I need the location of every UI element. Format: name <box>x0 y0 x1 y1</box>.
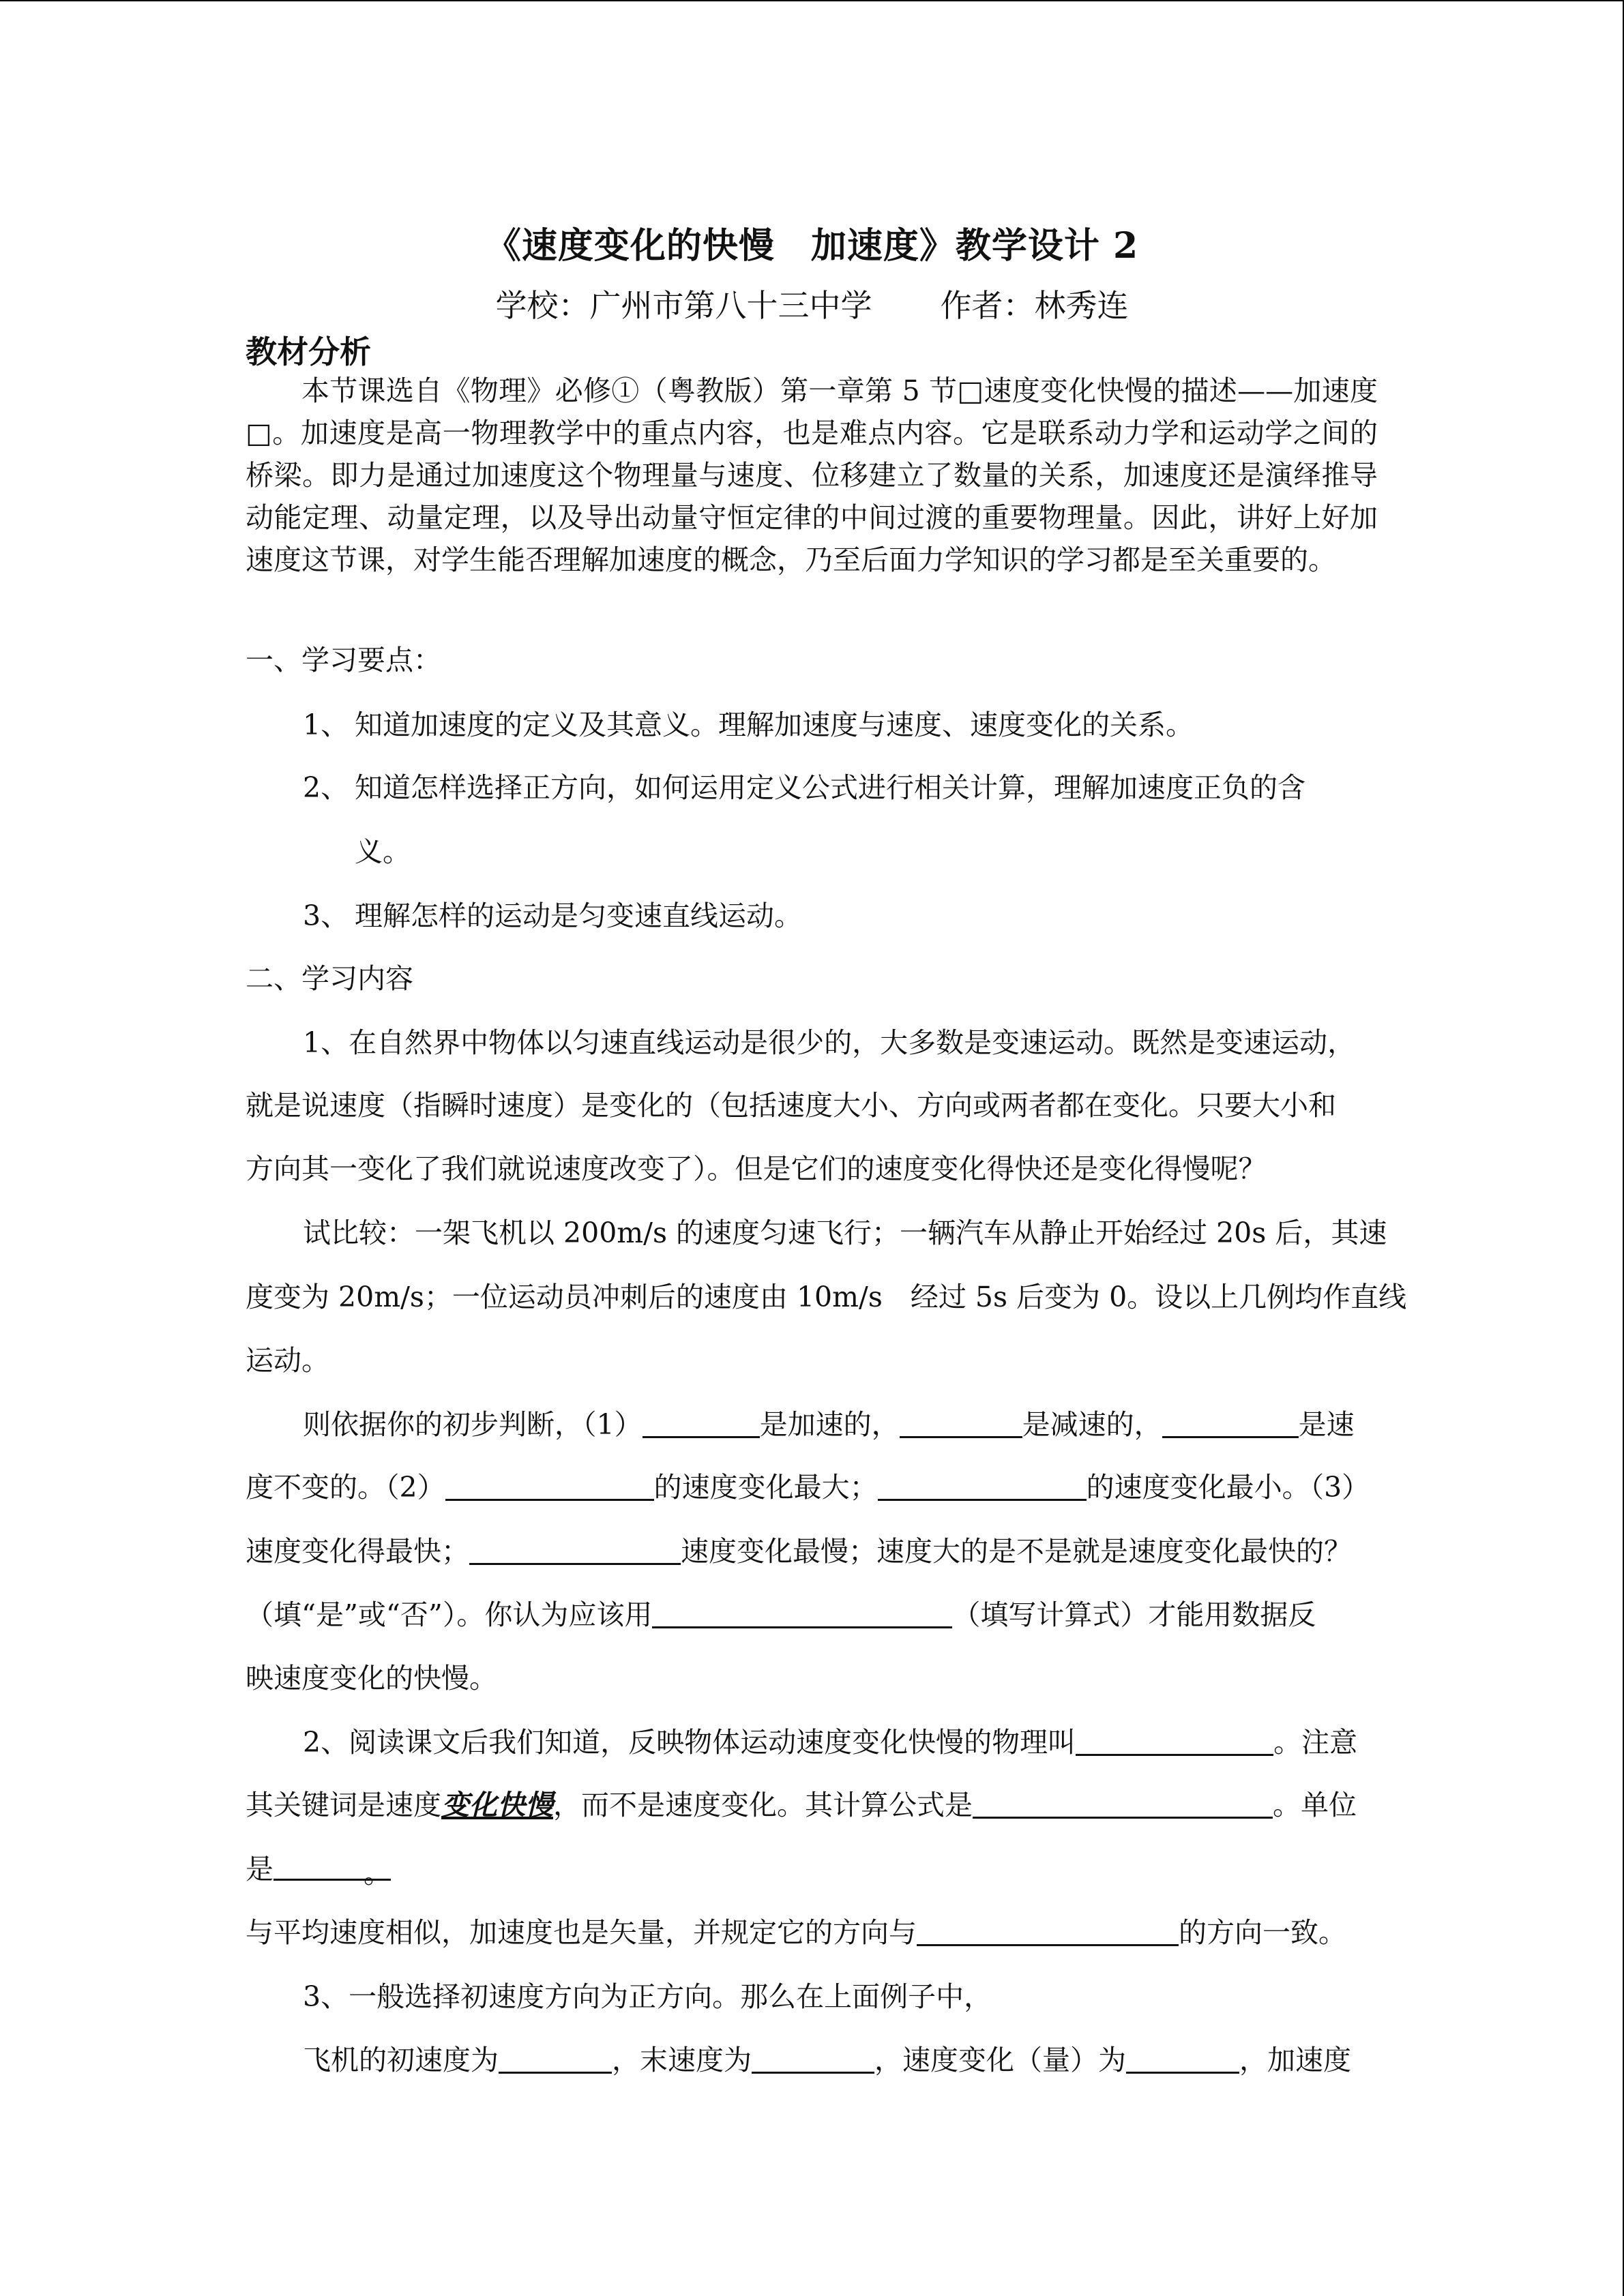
question-2-line-2 <box>246 1783 1357 1823</box>
goal-2-number: 2、 <box>303 771 349 804</box>
q1-text-b: 是加速的， <box>759 1408 900 1441</box>
analysis-heading: 教材分析 <box>246 333 371 370</box>
content-p1-line-3: 方向其一变化了我们就说速度改变了）。但是它们的速度变化得快还是变化得慢呢？ <box>246 1152 1267 1185</box>
q2-3-text-a: 是 <box>246 1853 274 1885</box>
goal-1-text: 知道加速度的定义及其意义。理解加速度与速度、速度变化的关系。 <box>355 709 1194 741</box>
goals-heading: 一、学习要点： <box>246 644 441 676</box>
answer-blank-final-velocity[interactable] <box>752 2044 874 2074</box>
q2-1-text-b: 。注意 <box>1273 1726 1358 1759</box>
school-label: 学校：广州市第八十三中学 <box>495 287 872 324</box>
content-p2-line-3: 运动。 <box>246 1344 329 1377</box>
answer-blank-direction[interactable] <box>917 1916 1179 1946</box>
byline <box>0 281 1624 326</box>
q2-2-text-a: 其关键词是速度 <box>246 1789 441 1821</box>
q2-3-text-b: 。 <box>364 1857 392 1890</box>
q2-1-text-a: 2、阅读课文后我们知道，反映物体运动速度变化快慢的物理叫 <box>303 1726 1076 1759</box>
answer-blank-constant[interactable] <box>1162 1408 1299 1438</box>
question-3-line-1: 3、一般选择初速度方向为正方向。那么在上面例子中， <box>303 1980 992 2013</box>
q3-2-text-c: ，速度变化（量）为 <box>874 2044 1126 2076</box>
q2-text-a: 度不变的。（2） <box>246 1471 445 1504</box>
q1-text-c: 是减速的， <box>1022 1408 1162 1441</box>
q3-2-text-b: ，末速度为 <box>612 2044 752 2076</box>
question-1-line-3 <box>246 1529 1352 1569</box>
answer-blank-largest-change[interactable] <box>445 1471 654 1501</box>
answer-blank-formula-2[interactable] <box>973 1789 1273 1819</box>
answer-blank-decelerating[interactable] <box>900 1408 1022 1438</box>
q2-4-text-a: 与平均速度相似，加速度也是矢量，并规定它的方向与 <box>246 1916 917 1949</box>
q2-2-text-b: ，而不是速度变化。其计算公式是 <box>553 1789 973 1821</box>
question-2-line-1 <box>303 1720 1357 1760</box>
answer-blank-accelerating[interactable] <box>643 1408 760 1438</box>
question-1-line-5: 映速度变化的快慢。 <box>246 1662 497 1695</box>
q3-2-text-a: 飞机的初速度为 <box>303 2044 499 2076</box>
q3-2-text-d: ，加速度 <box>1239 2044 1351 2076</box>
question-2-line-3 <box>246 1847 392 1890</box>
q4-text-b: （填写计算式）才能用数据反 <box>952 1598 1316 1631</box>
goal-3-text: 理解怎样的运动是匀变速直线运动。 <box>355 899 802 932</box>
goal-2-text: 知道怎样选择正方向，如何运用定义公式进行相关计算，理解加速度正负的含 <box>355 771 1305 804</box>
answer-blank-fastest[interactable] <box>469 1535 681 1565</box>
content-p1-line-1: 1、在自然界中物体以匀速直线运动是很少的，大多数是变速运动。既然是变速运动， <box>303 1026 1356 1059</box>
goal-2-continuation: 义。 <box>355 835 411 868</box>
question-1-line-2 <box>246 1465 1370 1505</box>
q1-text-d: 是速 <box>1298 1408 1355 1441</box>
answer-blank-initial-velocity[interactable] <box>499 2044 612 2074</box>
q3-text-b: 速度变化最慢；速度大的是不是就是速度变化最快的？ <box>681 1535 1352 1568</box>
q2-2-text-c: 。单位 <box>1273 1789 1357 1821</box>
q2-text-b: 的速度变化最大； <box>653 1471 878 1504</box>
q3-text-a: 速度变化得最快； <box>246 1535 469 1568</box>
content-p2-line-1: 试比较：一架飞机以 200m/s 的速度匀速飞行；一辆汽车从静止开始经过 20s 后，其速 <box>303 1217 1387 1249</box>
answer-blank-unit[interactable] <box>274 1851 392 1890</box>
author-label: 作者：林秀连 <box>940 287 1129 324</box>
goal-3-number: 3、 <box>303 899 349 932</box>
question-1-line-4 <box>246 1592 1316 1632</box>
answer-blank-quantity-name[interactable] <box>1076 1726 1273 1756</box>
question-1-line-1 <box>303 1402 1355 1442</box>
content-p1-line-2: 就是说速度（指瞬时速度）是变化的（包括速度大小、方向或两者都在变化。只要大小和 <box>246 1089 1336 1122</box>
answer-blank-smallest-change[interactable] <box>878 1471 1087 1501</box>
content-heading: 二、学习内容 <box>246 962 413 995</box>
content-p2-line-2: 度变为 20m/s；一位运动员冲刺后的速度由 10m/s 经过 5s 后变为 0。设以上几例均作直线 <box>246 1281 1407 1313</box>
q2-text-c: 的速度变化最小。（3） <box>1086 1471 1370 1504</box>
goal-1-number: 1、 <box>303 709 349 741</box>
q1-text-a: 则依据你的初步判断，（1） <box>303 1408 643 1441</box>
document-title: 《速度变化的快慢 加速度》教学设计 2 <box>485 225 1139 267</box>
keyword-emphasis: 变化快慢 <box>441 1789 553 1821</box>
answer-blank-velocity-change[interactable] <box>1126 2044 1239 2074</box>
question-3-line-2 <box>303 2038 1351 2078</box>
answer-blank-formula[interactable] <box>652 1598 952 1628</box>
analysis-paragraph: 本节课选自《物理》必修①（粤教版）第一章第 5 节□速度变化快慢的描述——加速度□。加速度是高一物理教学中的重点内容，也是难点内容。它是联系动力学和运动学之间的桥梁。即力是通过加速度这个物理量与速度、位移建立了数量的关系，加速度还是演绎推导动能定理、动量定理，以及导出动量守恒定律的中间过渡的重要物理量。因此，讲好上好加速度这节课，对学生能否理解加速度的概念，乃至后面力学知识的学习都是至关重要的。 <box>246 374 1378 576</box>
question-2-line-4 <box>246 1910 1346 1950</box>
q2-4-text-b: 的方向一致。 <box>1179 1916 1346 1949</box>
q4-text-a: （填“是”或“否”）。你认为应该用 <box>246 1598 653 1631</box>
